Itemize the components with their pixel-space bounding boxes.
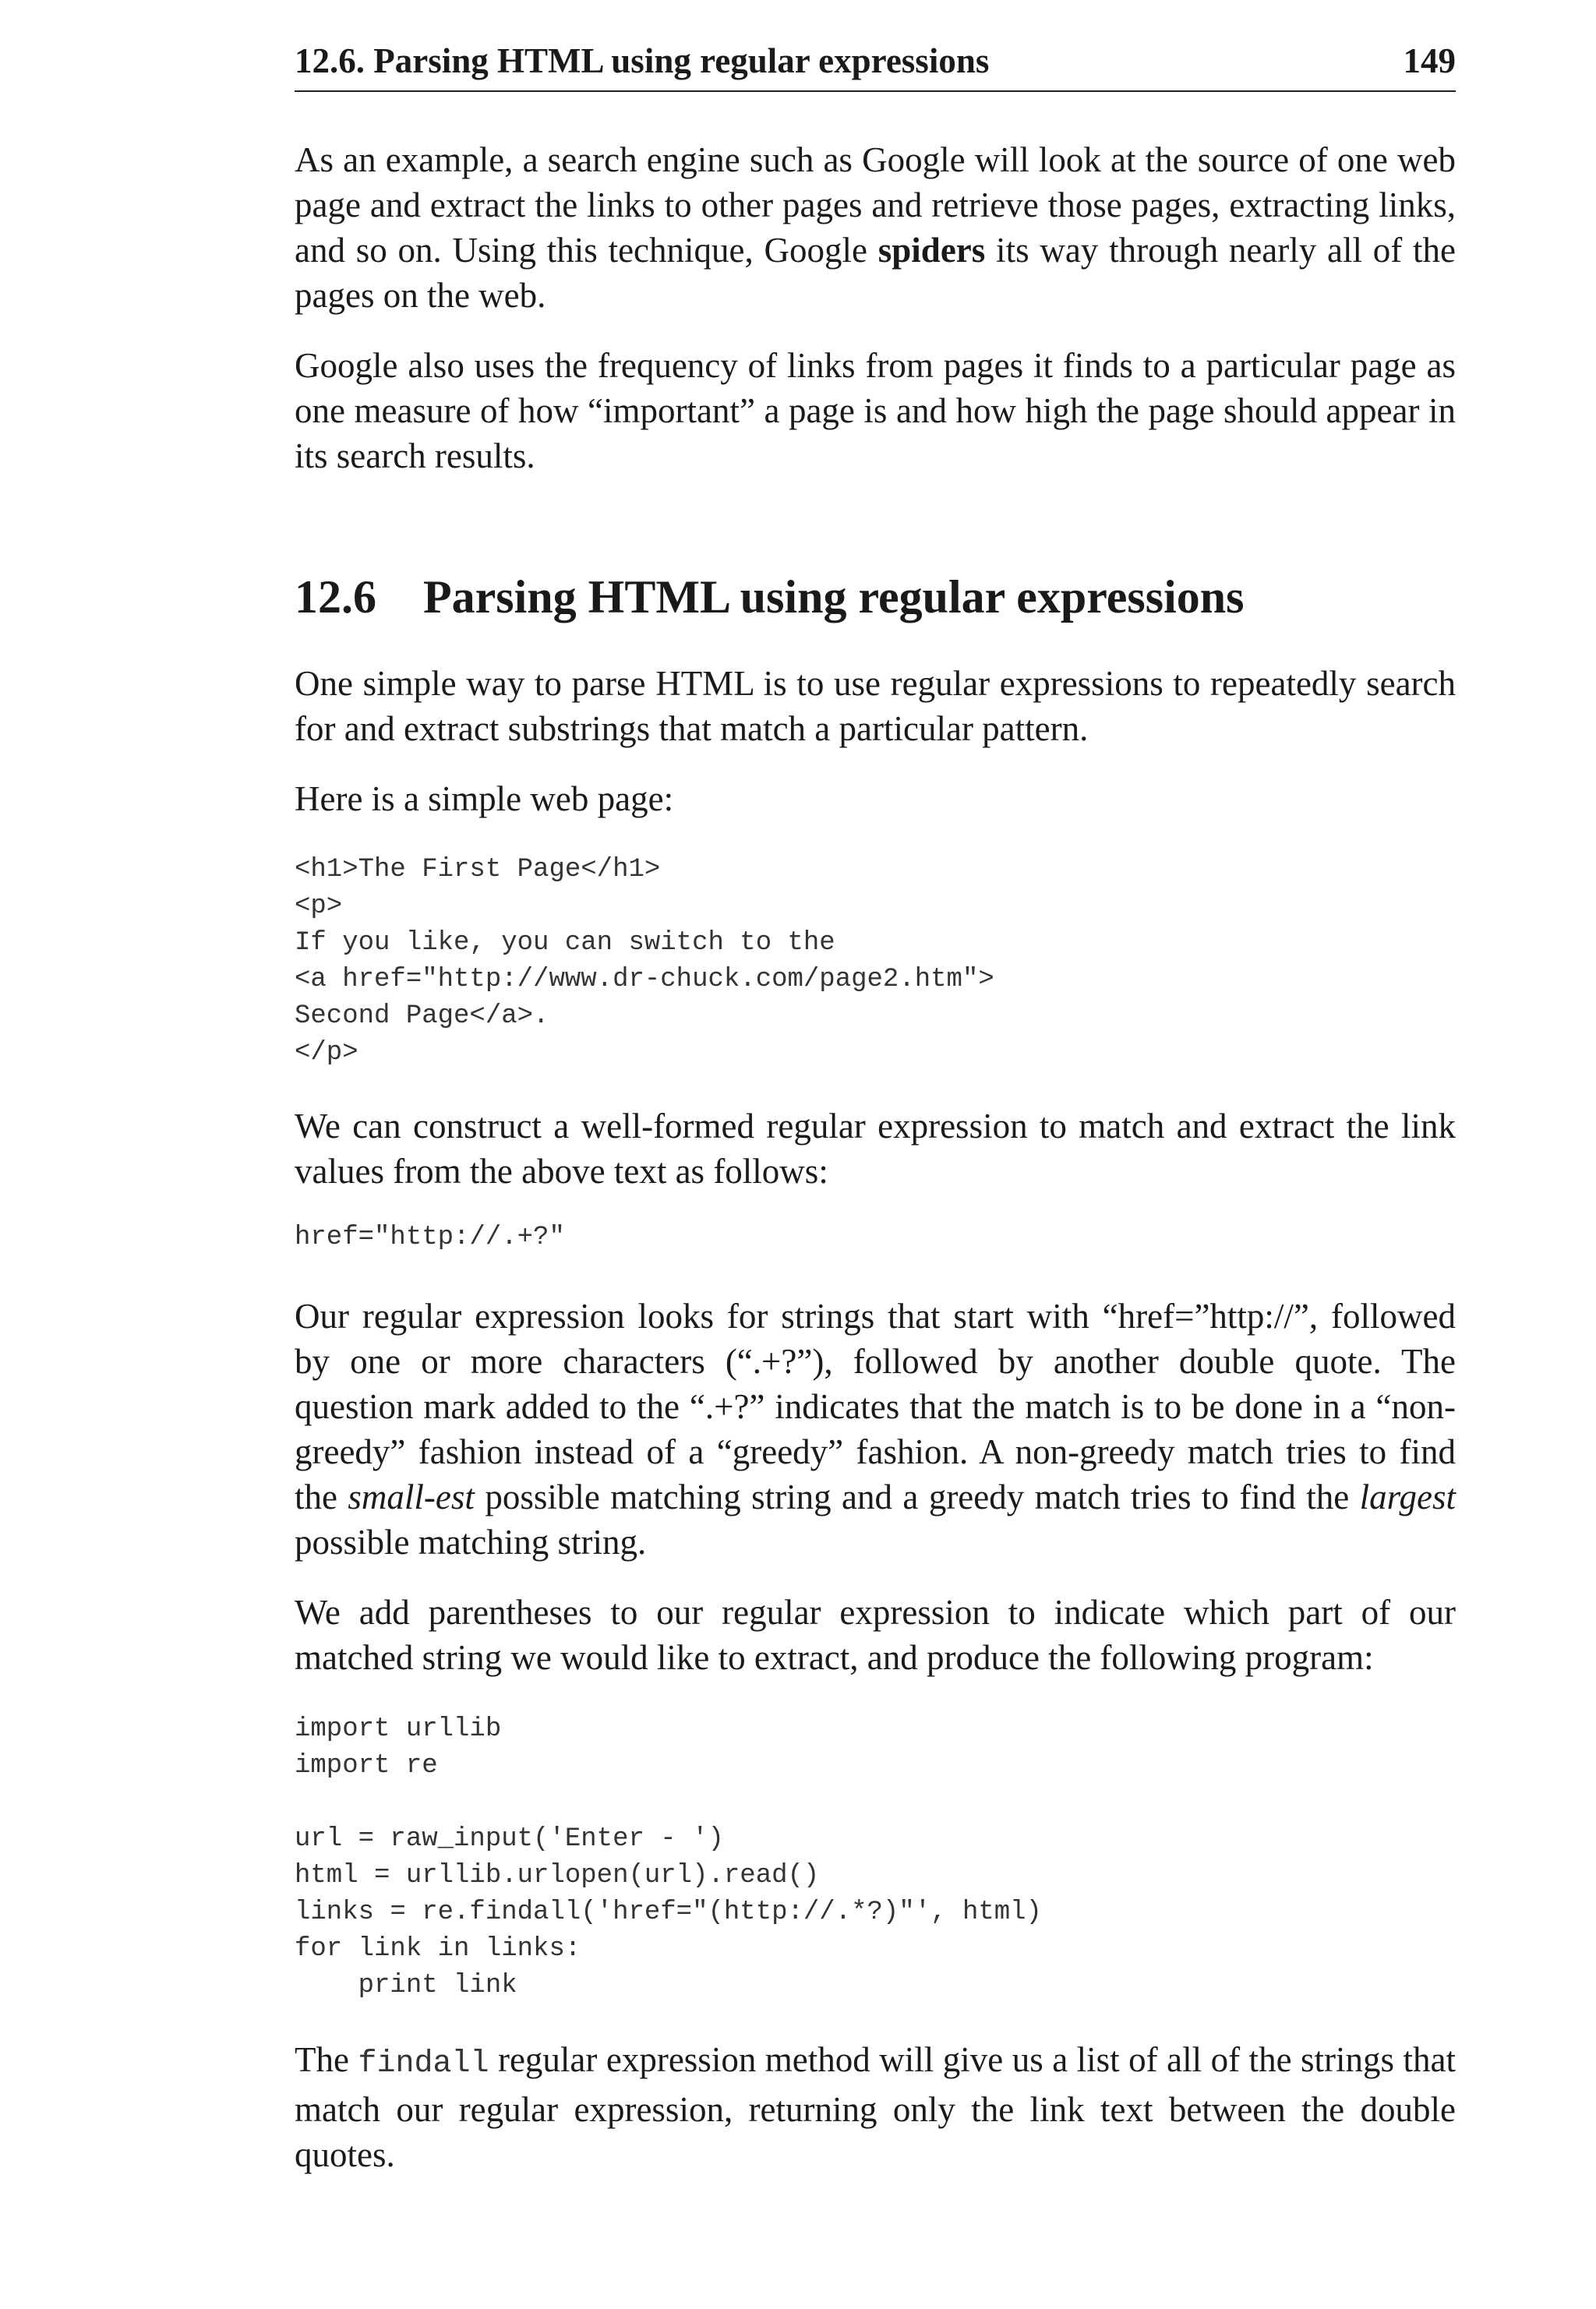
bold-term-spiders: spiders: [877, 231, 986, 270]
paragraph-intro: One simple way to parse HTML is to use regular expressions to repeatedly search for and extract substrings that match a particular pattern.: [295, 664, 1456, 748]
code-line: [295, 1785, 1456, 1821]
page-number: 149: [1403, 41, 1456, 80]
code-line: print link: [295, 1971, 517, 2000]
code-block-program: [295, 1711, 1456, 2004]
code-line: Second Page</a>.: [295, 1001, 549, 1031]
paragraph-search-engine: As an example, a search engine such as Google will look at the source of one web page and extract the links to other pages and retrieve those pages, extracting links, and so on. Using this technique, Google spiders its way through nearly all of the pages on the web.: [295, 140, 1456, 315]
code-line: <a href="http://www.dr-chuck.com/page2.htm">: [295, 965, 994, 994]
code-line: href="http://.+?": [295, 1223, 565, 1252]
code-line: links = re.findall('href="(http://.*?)"', html): [295, 1898, 1042, 1927]
code-line: If you like, you can switch to the: [295, 928, 835, 958]
paragraph-link-frequency: Google also uses the frequency of links from pages it finds to a particular page as one measure of how “important” a page is and how high the page should appear in its search results.: [295, 346, 1456, 475]
code-line: import urllib: [295, 1714, 502, 1744]
code-block-regex: [295, 1220, 1456, 1256]
italic-largest: largest: [1359, 1478, 1456, 1516]
italic-smallest: small-est: [348, 1478, 475, 1516]
code-line: <p>: [295, 891, 343, 921]
paragraph-parentheses: We add parentheses to our regular expression to indicate which part of our matched string we would like to extract, and produce the following program:: [295, 1593, 1456, 1677]
paragraph-simple-page: Here is a simple web page:: [295, 779, 674, 818]
section-heading: [295, 569, 1456, 625]
code-line: </p>: [295, 1038, 358, 1068]
inline-code-findall: findall: [358, 2046, 489, 2081]
section-number: 12.6: [295, 571, 376, 623]
code-line: html = urllib.urlopen(url).read(): [295, 1861, 820, 1891]
header-section-title: 12.6. Parsing HTML using regular expressions: [295, 41, 990, 80]
paragraph-findall: The findall regular expression method will give us a list of all of the strings that match our regular expression, returning only the link text between the double quotes.: [295, 2040, 1456, 2174]
paragraph-regex-explanation: Our regular expression looks for strings that start with “href=”http://”, followed by one or more characters (“.+?”), followed by another double quote. The question mark added to the “.+?” indicates that the match is to be done in a “non-greedy” fashion instead of a “greedy” fashion. A non-greedy match tries to find the small-est possible matching string and a greedy match tries to find the largest possible matching string.: [295, 1297, 1456, 1562]
code-line: import re: [295, 1751, 438, 1781]
code-line: <h1>The First Page</h1>: [295, 855, 661, 884]
code-line: for link in links:: [295, 1934, 581, 1964]
code-block-html: [295, 852, 1456, 1072]
code-line: url = raw_input('Enter - '): [295, 1824, 724, 1854]
section-heading-text: Parsing HTML using regular expressions: [423, 571, 1245, 623]
running-header: [295, 39, 1456, 92]
paragraph-construct-regex: We can construct a well-formed regular expression to match and extract the link values from the above text as follows:: [295, 1107, 1456, 1191]
